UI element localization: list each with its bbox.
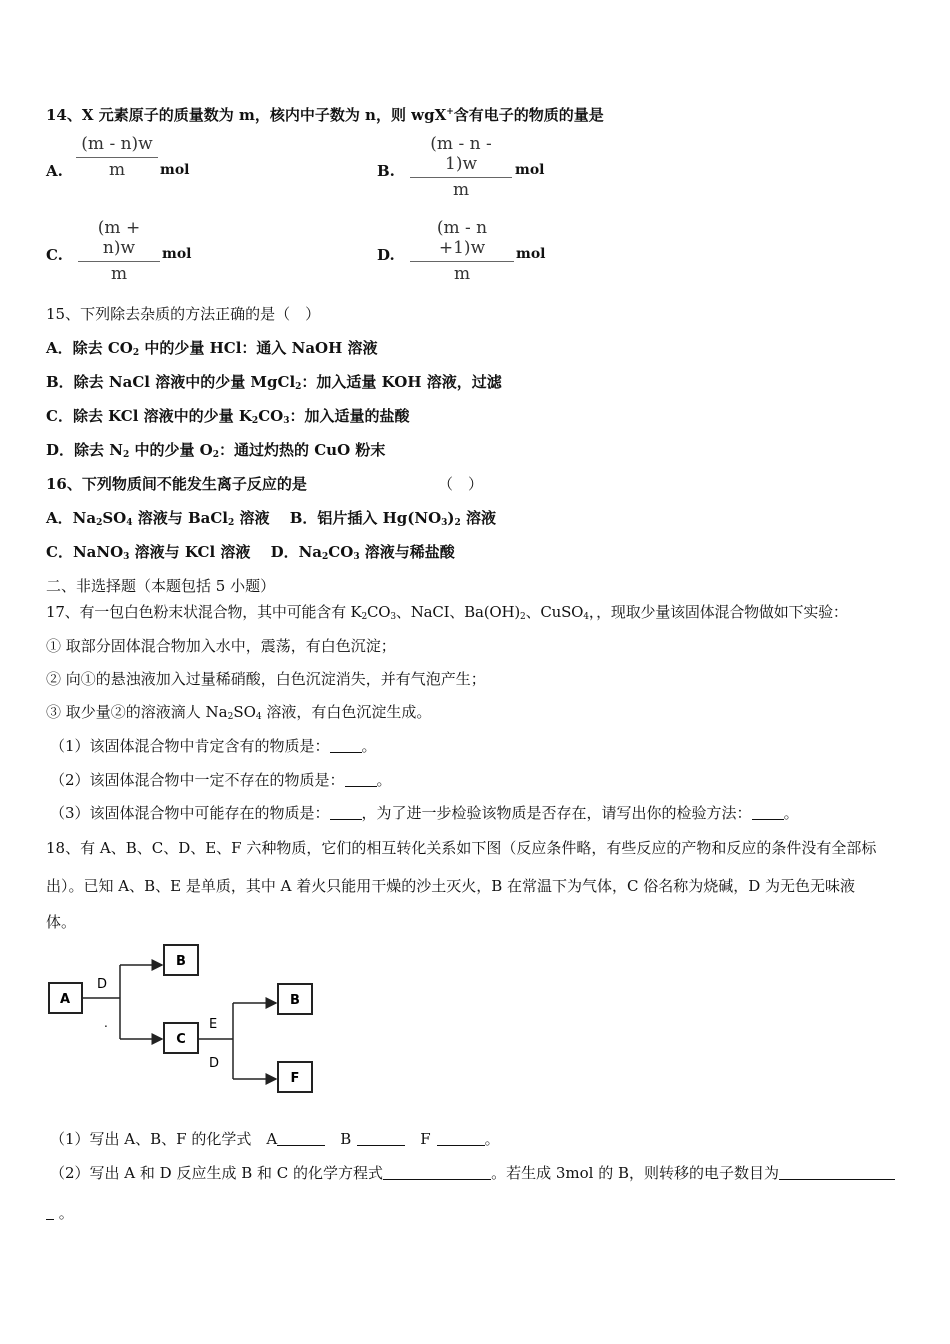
q14-stem: 14、X 元素原子的质量数为 m，核内中子数为 n，则 wgX+含有电子的物质的量是 xyxy=(46,106,604,124)
diagram-box-a xyxy=(49,983,82,1013)
q18-answer-blank-electrons[interactable] xyxy=(779,1164,895,1180)
q14-option-c-fraction: $\frac{(m + n)w}{m}$ xyxy=(78,218,160,284)
q14-option-d-unit: mol xyxy=(516,246,546,262)
q14-option-b-fraction: $\frac{(m - n - 1)w}{m}$ xyxy=(410,134,512,200)
svg-text:B: B xyxy=(176,954,186,969)
diagram-box-b-top xyxy=(164,945,198,975)
q18-reaction-diagram xyxy=(40,935,330,1100)
q15-option-c: C．除去 KCl 溶液中的少量 $K_2CO_3$：加入适量的盐酸 xyxy=(46,407,410,426)
q15-option-b: B．除去 NaCl 溶液中的少量 MgCl$_2$：加入适量 KOH 溶液，过滤 xyxy=(46,373,502,392)
q17-answer-blank-3[interactable] xyxy=(330,804,362,820)
q14-option-a-fraction: $\frac{(m - n)w}{m}$ xyxy=(76,134,158,180)
q18-answer-blank-f[interactable] xyxy=(437,1130,485,1146)
svg-text:C: C xyxy=(176,1032,186,1047)
q14-option-b-unit: mol xyxy=(515,162,545,178)
q15-option-a: A．除去 $CO_2$ 中的少量 HCl：通入 NaOH 溶液 xyxy=(46,339,378,358)
q18-sub-2-continued: 。 xyxy=(46,1203,910,1223)
q18-stem-line-3: 体。 xyxy=(46,913,77,931)
q16-options-ab: A．$Na_2SO_4$ 溶液与 BaCl$_2$ 溶液 B．铝片插入 $Hg(NO_3)_2$ 溶液 xyxy=(46,509,497,528)
q18-sub-1: （1）写出 A、B、F 的化学式 A B F 。 xyxy=(50,1130,500,1148)
diagram-box-b-right xyxy=(278,984,312,1014)
q16-options-cd: C．NaNO$_3$ 溶液与 KCl 溶液 D．$Na_2CO_3$ 溶液与稀盐酸 xyxy=(46,543,455,562)
diagram-box-c xyxy=(164,1023,198,1053)
q14-option-b-label: B. xyxy=(377,162,395,180)
q17-sub-2: （2）该固体混合物中一定不存在的物质是： 。 xyxy=(50,771,392,789)
svg-text:A: A xyxy=(59,992,71,1007)
q18-stem-line-2: 出）。已知 A、B、E 是单质，其中 A 着火只能用干燥的沙土灭火，B 在常温下为气体，C 俗名称为烧碱，D 为无色无味液 xyxy=(46,877,856,895)
q17-step-1: ① 取部分固体混合物加入水中，震荡，有白色沉淀； xyxy=(46,637,396,655)
q14-option-d-fraction: $\frac{(m - n +1)w}{m}$ xyxy=(410,218,514,284)
diagram-label-d-1: D xyxy=(97,977,108,992)
diagram-label-e: E xyxy=(209,1017,218,1032)
q18-answer-blank-a[interactable] xyxy=(277,1130,325,1146)
q17-answer-blank-1[interactable] xyxy=(330,737,362,753)
q18-sub-2: （2）写出 A 和 D 反应生成 B 和 C 的化学方程式 。若生成 3mol 的 B，则转移的电子数目为 xyxy=(50,1163,910,1183)
diagram-label-dot: . xyxy=(104,1016,108,1030)
svg-text:B: B xyxy=(290,993,300,1008)
q18-answer-blank-equation[interactable] xyxy=(383,1164,491,1180)
q14-option-c-label: C. xyxy=(46,246,63,264)
q17-answer-blank-4[interactable] xyxy=(752,804,784,820)
q17-sub-1: （1）该固体混合物中肯定含有的物质是： 。 xyxy=(50,737,377,755)
q17-step-2: ② 向①的悬浊液加入过量稀硝酸，白色沉淀消失，并有气泡产生； xyxy=(46,670,486,688)
q17-sub-3: （3）该固体混合物中可能存在的物质是： ，为了进一步检验该物质是否存在，请写出你的检验方法： 。 xyxy=(50,804,799,822)
q16-stem: 16、下列物质间不能发生离子反应的是 （ ） xyxy=(46,475,484,493)
q18-answer-blank-b[interactable] xyxy=(357,1130,405,1146)
svg-text:F: F xyxy=(290,1071,300,1086)
diagram-box-f xyxy=(278,1062,312,1092)
q18-stem-line-1: 18、有 A、B、C、D、E、F 六种物质，它们的相互转化关系如下图（反应条件略，有些反应的产物和反应的条件没有全部标 xyxy=(46,839,877,857)
q15-option-d: D．除去 $N_2$ 中的少量 $O_2$：通过灼热的 CuO 粉末 xyxy=(46,441,386,460)
diagram-label-d-2: D xyxy=(209,1056,220,1071)
q14-option-a-unit: mol xyxy=(160,162,190,178)
q17-step-3: ③ 取少量②的溶液滴人 $Na_2SO_4$ 溶液，有白色沉淀生成。 xyxy=(46,703,432,722)
q14-option-d-label: D. xyxy=(377,246,395,264)
q17-answer-blank-2[interactable] xyxy=(345,771,377,787)
q14-option-c-unit: mol xyxy=(162,246,192,262)
q18-answer-blank-electrons-cont[interactable] xyxy=(46,1204,54,1220)
q15-stem: 15、下列除去杂质的方法正确的是（ ） xyxy=(46,305,321,323)
q14-option-a-label: A. xyxy=(46,162,63,180)
q17-stem: 17、有一包白色粉末状混合物，其中可能含有 $K_2CO_3$、NaCI、$Ba(OH)_2$、CuSO$_4$，，现取少量该固体混合物做如下实验： xyxy=(46,603,848,622)
section-2-heading: 二、非选择题（本题包括 5 小题） xyxy=(46,577,276,595)
